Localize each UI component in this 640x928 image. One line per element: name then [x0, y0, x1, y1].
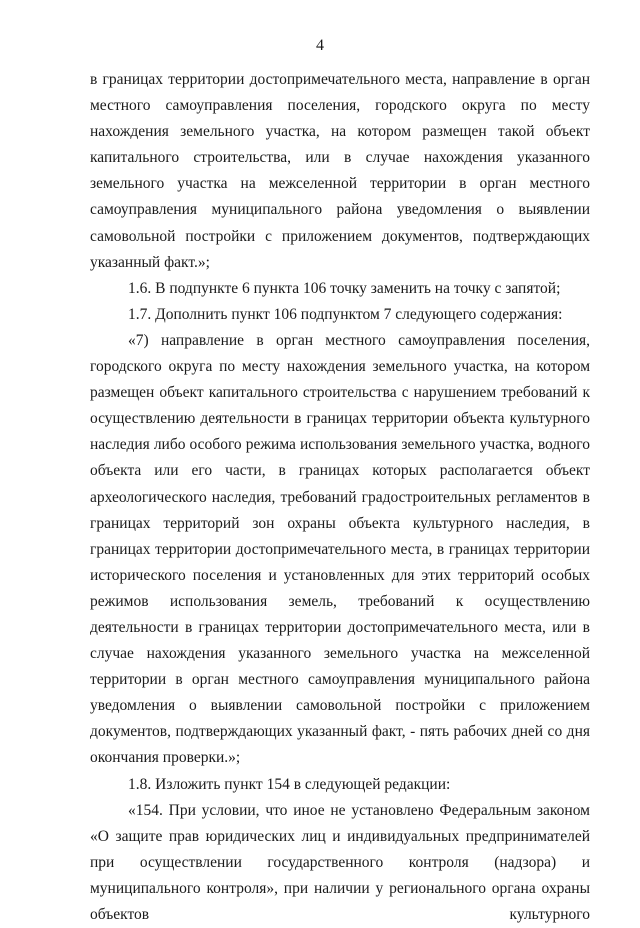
- body-text: [90, 67, 590, 928]
- paragraph: «7) направление в орган местного самоуправления поселения, городского округа по месту нахождения земельного участка, на котором размещен объект капитального строительства с нарушением требований к осуществлению деятельности в границах территории объекта культурного наследия либо особого режима использования земельного участка, водного объекта или его части, в границах которых располагается объект археологического наследия, требований градостроительных регламентов в границах территорий зон охраны объекта культурного наследия, в границах территории достопримечательного места, в границах территории исторического поселения и установленных для этих территорий особых режимов использования земель, требований к осуществлению деятельности в границах территории достопримечательного места, или в случае нахождения указанного земельного участка на межселенной территории в орган местного самоуправления муниципального района уведомления о выявлении самовольной постройки с приложением документов, подтверждающих указанный факт, - пять рабочих дней со дня окончания проверки.»;: [90, 331, 590, 767]
- paragraph: 1.7. Дополнить пункт 106 подпунктом 7 следующего содержания:: [128, 305, 563, 323]
- paragraph: в границах территории достопримечательного места, направление в орган местного самоуправления поселения, городского округа по месту нахождения земельного участка, на котором размещен такой объект капитального строительства, или в случае нахождения указанного земельного участка на межселенной территории в орган местного самоуправления муниципального района уведомления о выявлении самовольной постройки с приложением документов, подтверждающих указанный факт.»;: [90, 71, 590, 271]
- paragraph: 1.6. В подпункте 6 пункта 106 точку заменить на точку с запятой;: [128, 279, 561, 297]
- page-number: 4: [316, 37, 324, 54]
- paragraph: 1.8. Изложить пункт 154 в следующей редакции:: [128, 775, 451, 793]
- paragraph: «154. При условии, что иное не установлено Федеральным законом «О защите прав юридических лиц и индивидуальных предпринимателей при осуществлении государственного контроля (надзора) и муниципального контроля», при наличии у регионального органа охраны объектов культурного: [90, 801, 590, 923]
